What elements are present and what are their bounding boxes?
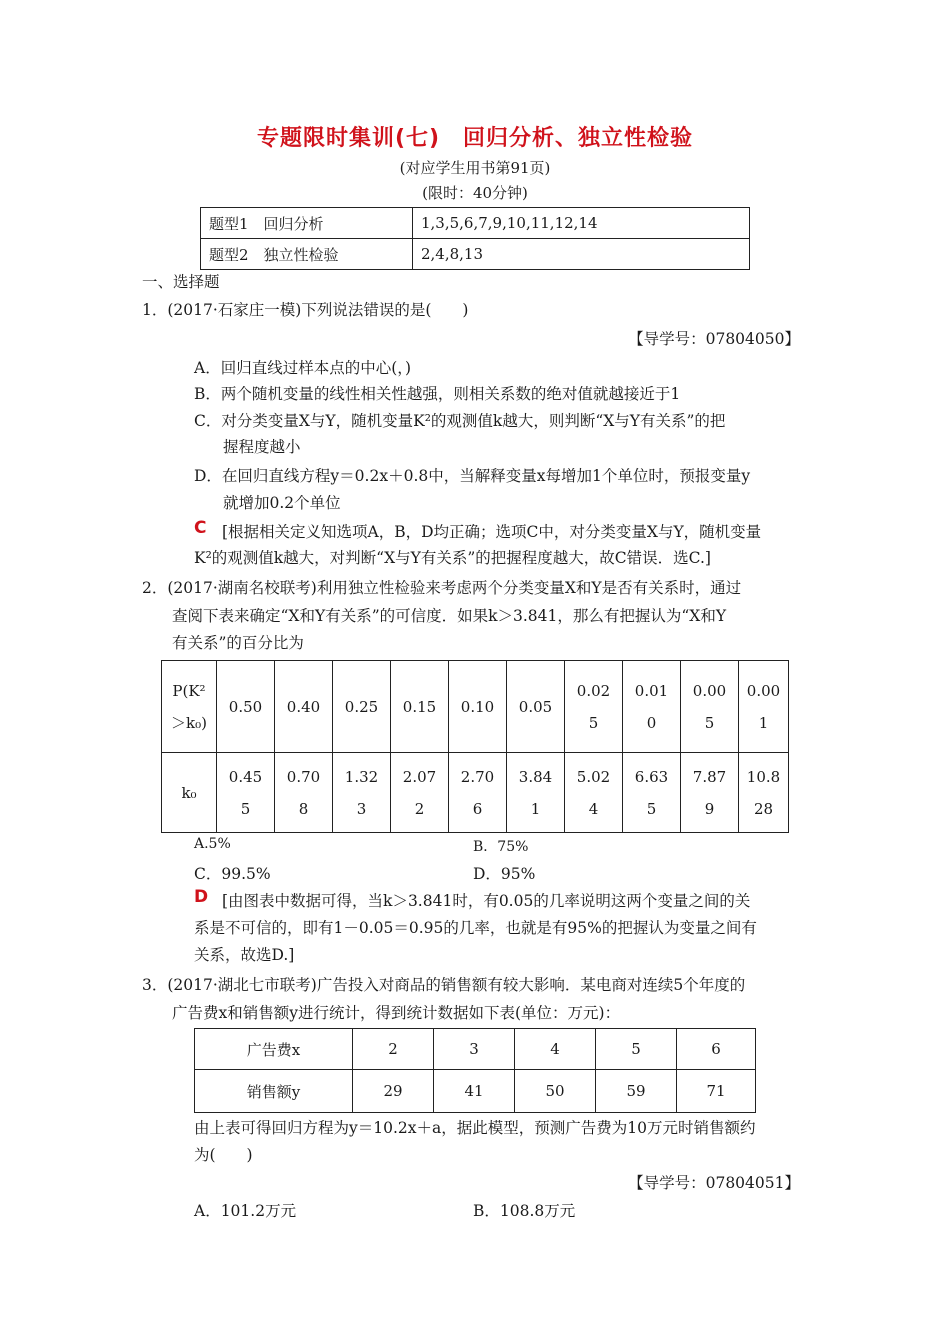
- p-cell: 0.00 1: [739, 661, 789, 753]
- ad-cell: 4: [515, 1029, 596, 1070]
- q1-option-c-line2: 握程度越小: [223, 438, 301, 456]
- q2-option-b: B．75%: [473, 839, 529, 855]
- q2-stem-line1: 2．(2017·湖南名校联考)利用独立性检验来考虑两个分类变量X和Y是否有关系时，通过: [142, 579, 742, 597]
- q1-answer: C: [194, 518, 207, 538]
- k-cell: 3.84 1: [507, 753, 565, 833]
- section-heading: 一、选择题: [142, 273, 220, 291]
- p-cell: 0.02 5: [565, 661, 623, 753]
- q1-option-d-line1: D．在回归直线方程y＝0.2x＋0.8中，当解释变量x每增加1个单位时，预报变量y: [194, 467, 751, 485]
- p-cell: 0.40: [275, 661, 333, 753]
- k-cell: 5.02 4: [565, 753, 623, 833]
- k-cell: 7.87 9: [681, 753, 739, 833]
- time-limit: (限时：40分钟): [422, 184, 528, 202]
- q3-option-a: A．101.2万元: [194, 1202, 297, 1220]
- ad-cell: 2: [353, 1029, 434, 1070]
- q1-option-c-line1: C．对分类变量X与Y，随机变量K²的观测值k越大，则判断“X与Y有关系”的把: [194, 412, 726, 430]
- q1-option-a: A．回归直线过样本点的中心(，): [194, 359, 412, 377]
- q2-stem-line3: 有关系”的百分比为: [172, 634, 304, 652]
- ad-cell: 3: [434, 1029, 515, 1070]
- q3-text-line2: 为( ): [194, 1146, 253, 1164]
- question-type-table: [200, 207, 750, 270]
- ad-cell: 5: [596, 1029, 677, 1070]
- q2-option-c: C．99.5%: [194, 865, 271, 883]
- type-name: 题型1 回归分析: [201, 208, 413, 239]
- ad-cell: 6: [677, 1029, 756, 1070]
- p-row-label: [162, 661, 217, 753]
- type-name: 题型2 独立性检验: [201, 239, 413, 270]
- ad-row-label: 广告费x: [195, 1029, 353, 1070]
- ad-sales-table: [194, 1028, 756, 1113]
- sales-cell: 50: [515, 1070, 596, 1113]
- p-cell: 0.25: [333, 661, 391, 753]
- type-row: [201, 208, 750, 239]
- k-cell: 10.8 28: [739, 753, 789, 833]
- sales-cell: 59: [596, 1070, 677, 1113]
- type-items: 2,4,8,13: [413, 239, 750, 270]
- sales-row-label: 销售额y: [195, 1070, 353, 1113]
- k-cell: 1.32 3: [333, 753, 391, 833]
- q1-option-d-line2: 就增加0.2个单位: [223, 494, 341, 512]
- q1-explanation-line1: [根据相关定义知选项A，B，D均正确；选项C中，对分类变量X与Y，随机变量: [222, 523, 762, 541]
- k-row-label: k₀: [162, 753, 217, 833]
- k-row: [162, 753, 789, 833]
- p-cell: 0.50: [217, 661, 275, 753]
- q3-guide-number: 【导学号：07804051】: [628, 1174, 800, 1192]
- p-row: [162, 661, 789, 753]
- k-cell: 0.45 5: [217, 753, 275, 833]
- type-items: 1,3,5,6,7,9,10,11,12,14: [413, 208, 750, 239]
- q1-explanation-line2: K²的观测值k越大，对判断“X与Y有关系”的把握程度越大，故C错误．选C.]: [194, 549, 711, 567]
- q1-stem: 1．(2017·石家庄一模)下列说法错误的是( ): [142, 301, 469, 319]
- q2-answer: D: [194, 887, 209, 907]
- k-cell: 6.63 5: [623, 753, 681, 833]
- p-label-line1: P(K²: [172, 681, 206, 700]
- q3-option-b: B．108.8万元: [473, 1202, 576, 1220]
- q2-explanation-line3: 关系，故选D.]: [194, 946, 295, 964]
- critical-value-table: [161, 660, 789, 833]
- sales-cell: 41: [434, 1070, 515, 1113]
- p-cell: 0.01 0: [623, 661, 681, 753]
- k-cell: 2.07 2: [391, 753, 449, 833]
- sales-row: [195, 1070, 756, 1113]
- sales-cell: 71: [677, 1070, 756, 1113]
- q3-text-line1: 由上表可得回归方程为y＝10.2x＋a，据此模型，预测广告费为10万元时销售额约: [194, 1119, 756, 1137]
- p-cell: 0.05: [507, 661, 565, 753]
- q3-stem-line2: 广告费x和销售额y进行统计，得到统计数据如下表(单位：万元)：: [172, 1004, 621, 1022]
- p-cell: 0.15: [391, 661, 449, 753]
- q3-stem-line1: 3．(2017·湖北七市联考)广告投入对商品的销售额有较大影响．某电商对连续5个年度的: [142, 976, 746, 994]
- q1-guide-number: 【导学号：07804050】: [628, 330, 800, 348]
- q2-explanation-line2: 系是不可信的，即有1－0.05＝0.95的几率，也就是有95%的把握认为变量之间有: [194, 919, 757, 937]
- page-title: 专题限时集训(七) 回归分析、独立性检验: [256, 126, 694, 151]
- k-cell: 0.70 8: [275, 753, 333, 833]
- q2-option-a: A.5%: [194, 836, 231, 852]
- k-cell: 2.70 6: [449, 753, 507, 833]
- p-cell: 0.00 5: [681, 661, 739, 753]
- q2-stem-line2: 查阅下表来确定“X和Y有关系”的可信度．如果k＞3.841，那么有把握认为“X和Y: [172, 607, 727, 625]
- p-label-line2: ＞k₀): [171, 713, 207, 732]
- q2-explanation-line1: [由图表中数据可得，当k＞3.841时，有0.05的几率说明这两个变量之间的关: [222, 892, 751, 910]
- ad-row: [195, 1029, 756, 1070]
- book-reference: (对应学生用书第91页): [399, 159, 551, 177]
- q1-option-b: B．两个随机变量的线性相关性越强，则相关系数的绝对值就越接近于1: [194, 385, 681, 403]
- type-row: [201, 239, 750, 270]
- sales-cell: 29: [353, 1070, 434, 1113]
- p-cell: 0.10: [449, 661, 507, 753]
- q2-option-d: D．95%: [473, 865, 536, 883]
